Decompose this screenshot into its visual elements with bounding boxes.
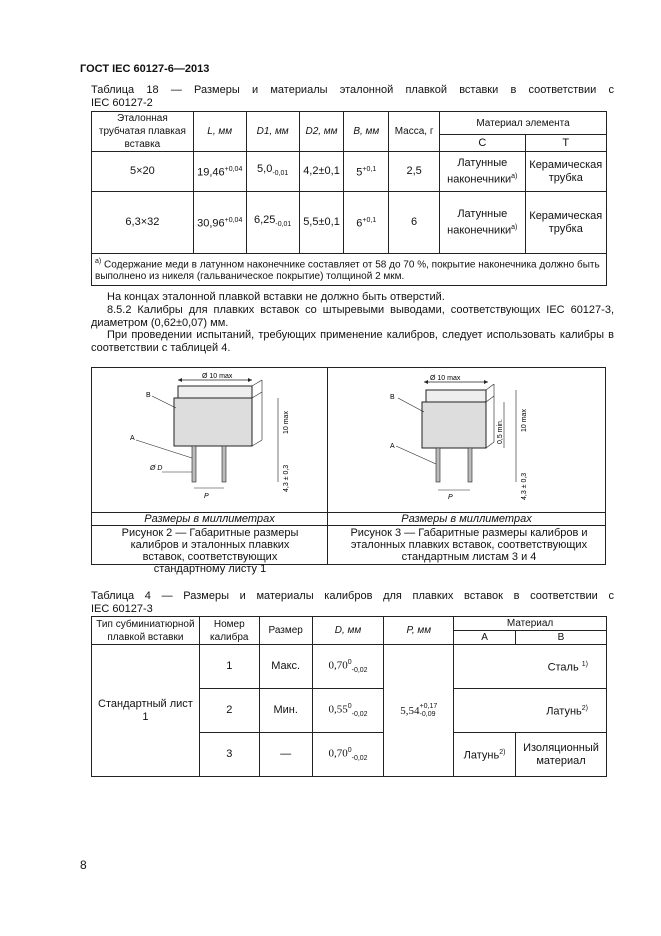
cell-D1: $5,0_{-0,01}$ xyxy=(246,152,299,192)
col-L-header: L, мм xyxy=(193,112,246,152)
fig2-dim-10max: 10 max xyxy=(283,411,290,434)
figure-divider xyxy=(327,368,328,564)
table4-caption-line2: IEC 60127-3 xyxy=(91,603,153,615)
cell-num: 2 xyxy=(199,689,259,733)
cell-type: 6,3×32 xyxy=(92,192,194,254)
page-number: 8 xyxy=(80,858,87,872)
table18-footnote: $^{a)}$ Содержание меди в латунном наконечнике составляет от 58 до 70 %, покрытие наконечника должно быть выполнено из никеля (гальваническое покрытие) толщиной 2 мкм. xyxy=(92,254,607,286)
table-row xyxy=(92,152,607,192)
figure-caption-divider xyxy=(92,525,605,526)
paragraph-3: При проведении испытаний, требующих применение калибров, следует использовать калибры в соответствии с таблицей 4. xyxy=(91,329,614,354)
cell-num: 1 xyxy=(199,645,259,689)
col-material-header: Материал элемента xyxy=(440,112,607,135)
cell-type: 5×20 xyxy=(92,152,194,192)
table18-caption-line1: Таблица 18 — Размеры и материалы эталонной плавкой вставки в соответствии с xyxy=(91,84,614,96)
fig3-label-p: P xyxy=(448,494,453,501)
col-C-header: С xyxy=(440,135,525,152)
figures-box xyxy=(91,367,606,575)
fig3-units: Размеры в миллиметрах xyxy=(401,513,532,525)
fig3-dim-10max: 10 max xyxy=(521,409,528,432)
cell-L: $30,96^{+0,04}$ xyxy=(193,192,246,254)
fig2-label-d: Ø D xyxy=(150,465,163,472)
cell-size: Мин. xyxy=(259,689,312,733)
cell-D: $0,70^0_{-0,02}$ xyxy=(312,733,384,777)
figure-2-drawing xyxy=(112,368,312,510)
fig3-dim-top: Ø 10 max xyxy=(430,375,461,382)
cell-material-b: Изоляционный материал xyxy=(516,733,607,777)
fig3-dim-43: 4,3 ± 0,3 xyxy=(521,472,528,500)
cell-P: 5,54+0,17 -0,09 xyxy=(384,645,454,777)
paragraph-2: 8.5.2 Калибры для плавких вставок со штыревыми выводами, соответствующих IEC 60127-3, диаметром (0,62±0,07) мм. xyxy=(91,304,614,329)
fig2-units: Размеры в миллиметрах xyxy=(144,513,275,525)
figure-3-caption: Рисунок 3 — Габаритные размеры калибров и эталонных плавких вставок, соответствующих стандартным листам 3 и 4 xyxy=(350,527,588,563)
cell-C: Латунные наконечники$^{a)}$ xyxy=(440,152,525,192)
cell-B: $5^{+0,1}$ xyxy=(344,152,389,192)
cell-D2: 4,2±0,1 xyxy=(299,152,344,192)
table18-caption xyxy=(91,84,614,110)
col-A-header: А xyxy=(454,631,516,645)
table4-caption xyxy=(91,590,614,616)
cell-size: — xyxy=(259,733,312,777)
cell-D: $0,70^0_{-0,02}$ xyxy=(312,645,384,689)
table-row xyxy=(92,645,607,689)
table-18 xyxy=(91,111,607,286)
cell-D: $0,55^0_{-0,02}$ xyxy=(312,689,384,733)
cell-T: Керамическая трубка xyxy=(525,152,606,192)
table18-caption-line2: IEC 60127-2 xyxy=(91,97,153,109)
cell-type: Стандартный лист 1 xyxy=(92,645,200,777)
document-header: ГОСТ IEC 60127-6—2013 xyxy=(80,63,210,75)
col-type-header: Эталонная трубчатая плавкая вставка xyxy=(92,112,194,152)
cell-D1: $6,25_{-0,01}$ xyxy=(246,192,299,254)
col-B-header: В xyxy=(516,631,607,645)
cell-material: Сталь $^{1)}$ xyxy=(454,645,607,689)
figure-3-drawing xyxy=(384,368,584,510)
fig2-label-b: B xyxy=(146,392,151,399)
col-mass-header: Масса, г xyxy=(389,112,440,152)
fig3-label-a: A xyxy=(390,443,395,450)
cell-C: Латунные наконечники$^{a)}$ xyxy=(440,192,525,254)
cell-D2: 5,5±0,1 xyxy=(299,192,344,254)
fig3-dim-05: 0,5 min. xyxy=(497,419,504,444)
col-material-header: Материал xyxy=(454,617,607,631)
cell-mass: 2,5 xyxy=(389,152,440,192)
paragraph-1: На концах эталонной плавкой вставки не должно быть отверстий. xyxy=(107,291,445,303)
cell-num: 3 xyxy=(199,733,259,777)
col-num-header: Номер калибра xyxy=(199,617,259,645)
col-D-header: D, мм xyxy=(312,617,384,645)
cell-L: $19,46^{+0,04}$ xyxy=(193,152,246,192)
fig2-label-a: A xyxy=(130,435,135,442)
table-4 xyxy=(91,616,607,777)
cell-mass: 6 xyxy=(389,192,440,254)
col-P-header: P, мм xyxy=(384,617,454,645)
fig2-label-p: P xyxy=(204,493,209,500)
cell-material: Латунь$^{2)}$ xyxy=(454,689,607,733)
fig3-label-b: B xyxy=(390,394,395,401)
col-D1-header: D1, мм xyxy=(246,112,299,152)
cell-T: Керамическая трубка xyxy=(525,192,606,254)
figure-2-caption: Рисунок 2 — Габаритные размеры калибров и эталонных плавких вставок, соответствующих стандартному листу 1 xyxy=(121,527,299,575)
cell-size: Макс. xyxy=(259,645,312,689)
cell-material-a: Латунь$^{2)}$ xyxy=(454,733,516,777)
col-D2-header: D2, мм xyxy=(299,112,344,152)
col-B-header: B, мм xyxy=(344,112,389,152)
col-type-header: Тип субминиатюрной плавкой вставки xyxy=(92,617,200,645)
fig2-dim-43: 4,3 ± 0,3 xyxy=(283,464,290,492)
table4-caption-line1: Таблица 4 — Размеры и материалы калибров для плавких вставок в соответствии с xyxy=(91,590,614,602)
col-size-header: Размер xyxy=(259,617,312,645)
table-row xyxy=(92,192,607,254)
cell-B: $6^{+0,1}$ xyxy=(344,192,389,254)
fig2-dim-top: Ø 10 max xyxy=(202,373,233,380)
col-T-header: Т xyxy=(525,135,606,152)
